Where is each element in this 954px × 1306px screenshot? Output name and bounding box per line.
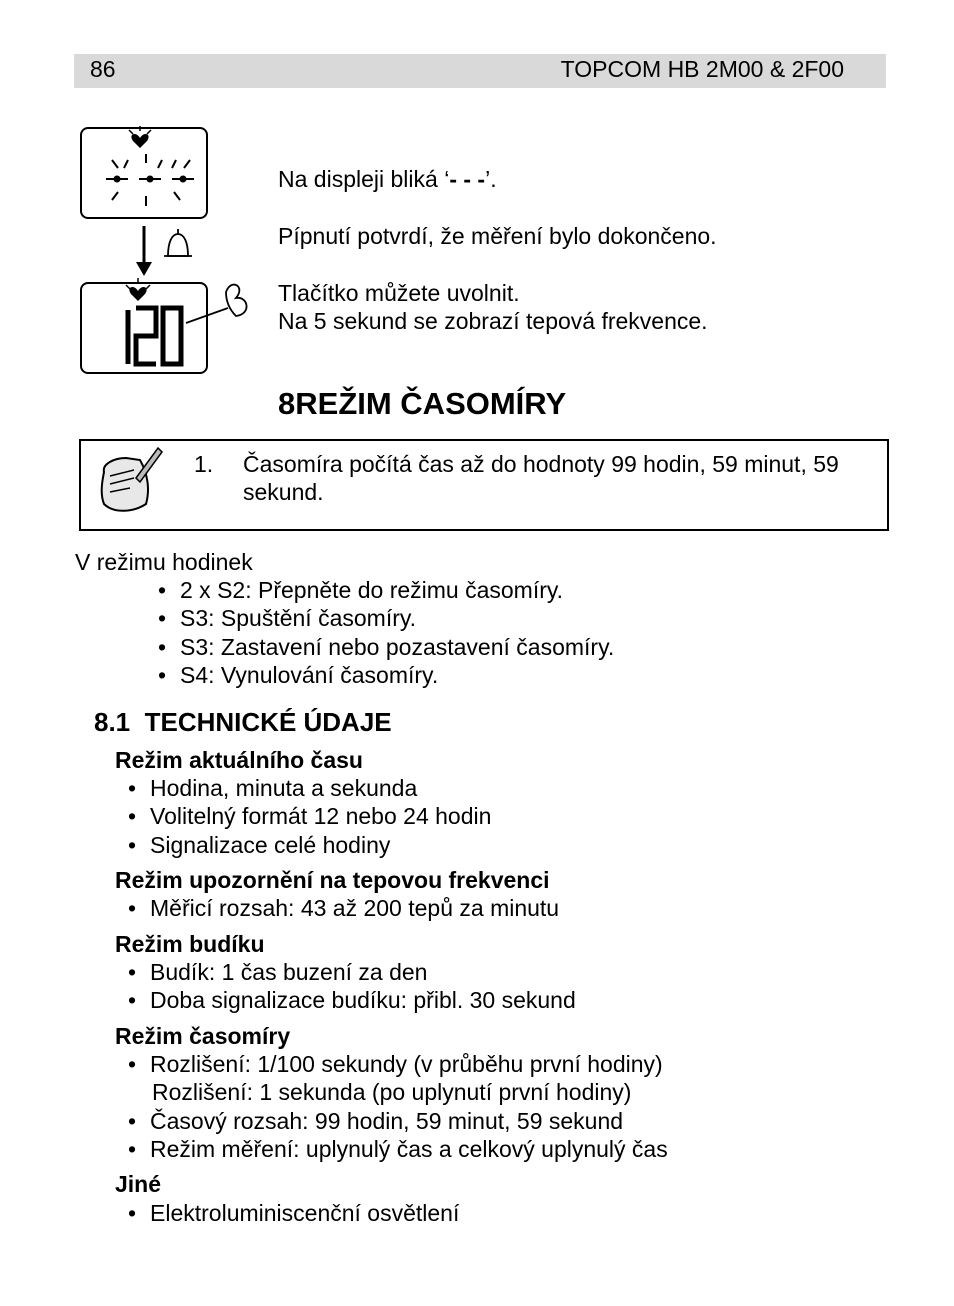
list-item: • Rozlišení: 1/100 sekundy (v průběhu první hodiny) (128, 1051, 663, 1077)
list-item: • Režim měření: uplynulý čas a celkový uplynulý čas (128, 1136, 668, 1162)
group-heading: Režim upozornění na tepovou frekvenci (115, 867, 550, 893)
heart-icon (129, 126, 151, 148)
document-title: TOPCOM HB 2M00 & 2F00 (560, 56, 844, 82)
list-item: • S4: Vynulování časomíry. (158, 662, 439, 688)
clock-mode-intro: V režimu hodinek (75, 549, 253, 575)
list-item: • Elektroluminiscenční osvětlení (128, 1200, 460, 1226)
list-item: • Doba signalizace budíku: přibl. 30 sekund (128, 987, 576, 1013)
bell-icon (164, 229, 192, 256)
page-number: 86 (90, 56, 116, 82)
list-item: • S3: Spuštění časomíry. (158, 605, 417, 631)
section-title: 8REŽIM ČASOMÍRY (278, 386, 567, 421)
group-heading: Jiné (115, 1171, 162, 1197)
lcd-display-bottom (81, 283, 207, 373)
note-pencil-icon (96, 444, 166, 516)
list-item-continuation: Rozlišení: 1 sekunda (po uplynutí první hodiny) (152, 1079, 632, 1105)
list-item: • Signalizace celé hodiny (128, 832, 391, 858)
group-heading: Režim časomíry (115, 1023, 291, 1049)
list-item: • Hodina, minuta a sekunda (128, 775, 418, 801)
list-item: • S3: Zastavení nebo pozastavení časomíry. (158, 634, 615, 660)
display-illustration (76, 118, 256, 380)
group-heading: Režim budíku (115, 931, 265, 957)
list-item: • Budík: 1 čas buzení za den (128, 959, 428, 985)
pulse-wave-icon (186, 285, 247, 323)
list-item: • Měřicí rozsah: 43 až 200 tepů za minutu (128, 895, 560, 921)
group-heading: Režim aktuálního času (115, 747, 363, 773)
arrow-down-icon (136, 226, 152, 276)
note-line-2: sekund. (243, 479, 324, 505)
subsection-title: 8.1 TECHNICKÉ ÚDAJE (94, 707, 392, 737)
note-index: 1. (194, 451, 214, 477)
release-instruction: Tlačítko můžete uvolnit. (278, 280, 520, 306)
list-item: • Volitelný formát 12 nebo 24 hodin (128, 803, 492, 829)
heart-icon (126, 278, 150, 301)
list-item: • Časový rozsah: 99 hodin, 59 minut, 59 sekund (128, 1108, 624, 1134)
blink-instruction: Na displeji bliká ‘- - -’. (278, 166, 497, 192)
note-line-1: Časomíra počítá čas až do hodnoty 99 hodin, 59 minut, 59 (243, 451, 839, 477)
lcd-digits-120 (128, 308, 181, 364)
pulse-instruction: Na 5 sekund se zobrazí tepová frekvence. (278, 308, 708, 334)
beep-instruction: Pípnutí potvrdí, že měření bylo dokončeno. (278, 223, 717, 249)
list-item: • 2 x S2: Přepněte do režimu časomíry. (158, 577, 564, 603)
